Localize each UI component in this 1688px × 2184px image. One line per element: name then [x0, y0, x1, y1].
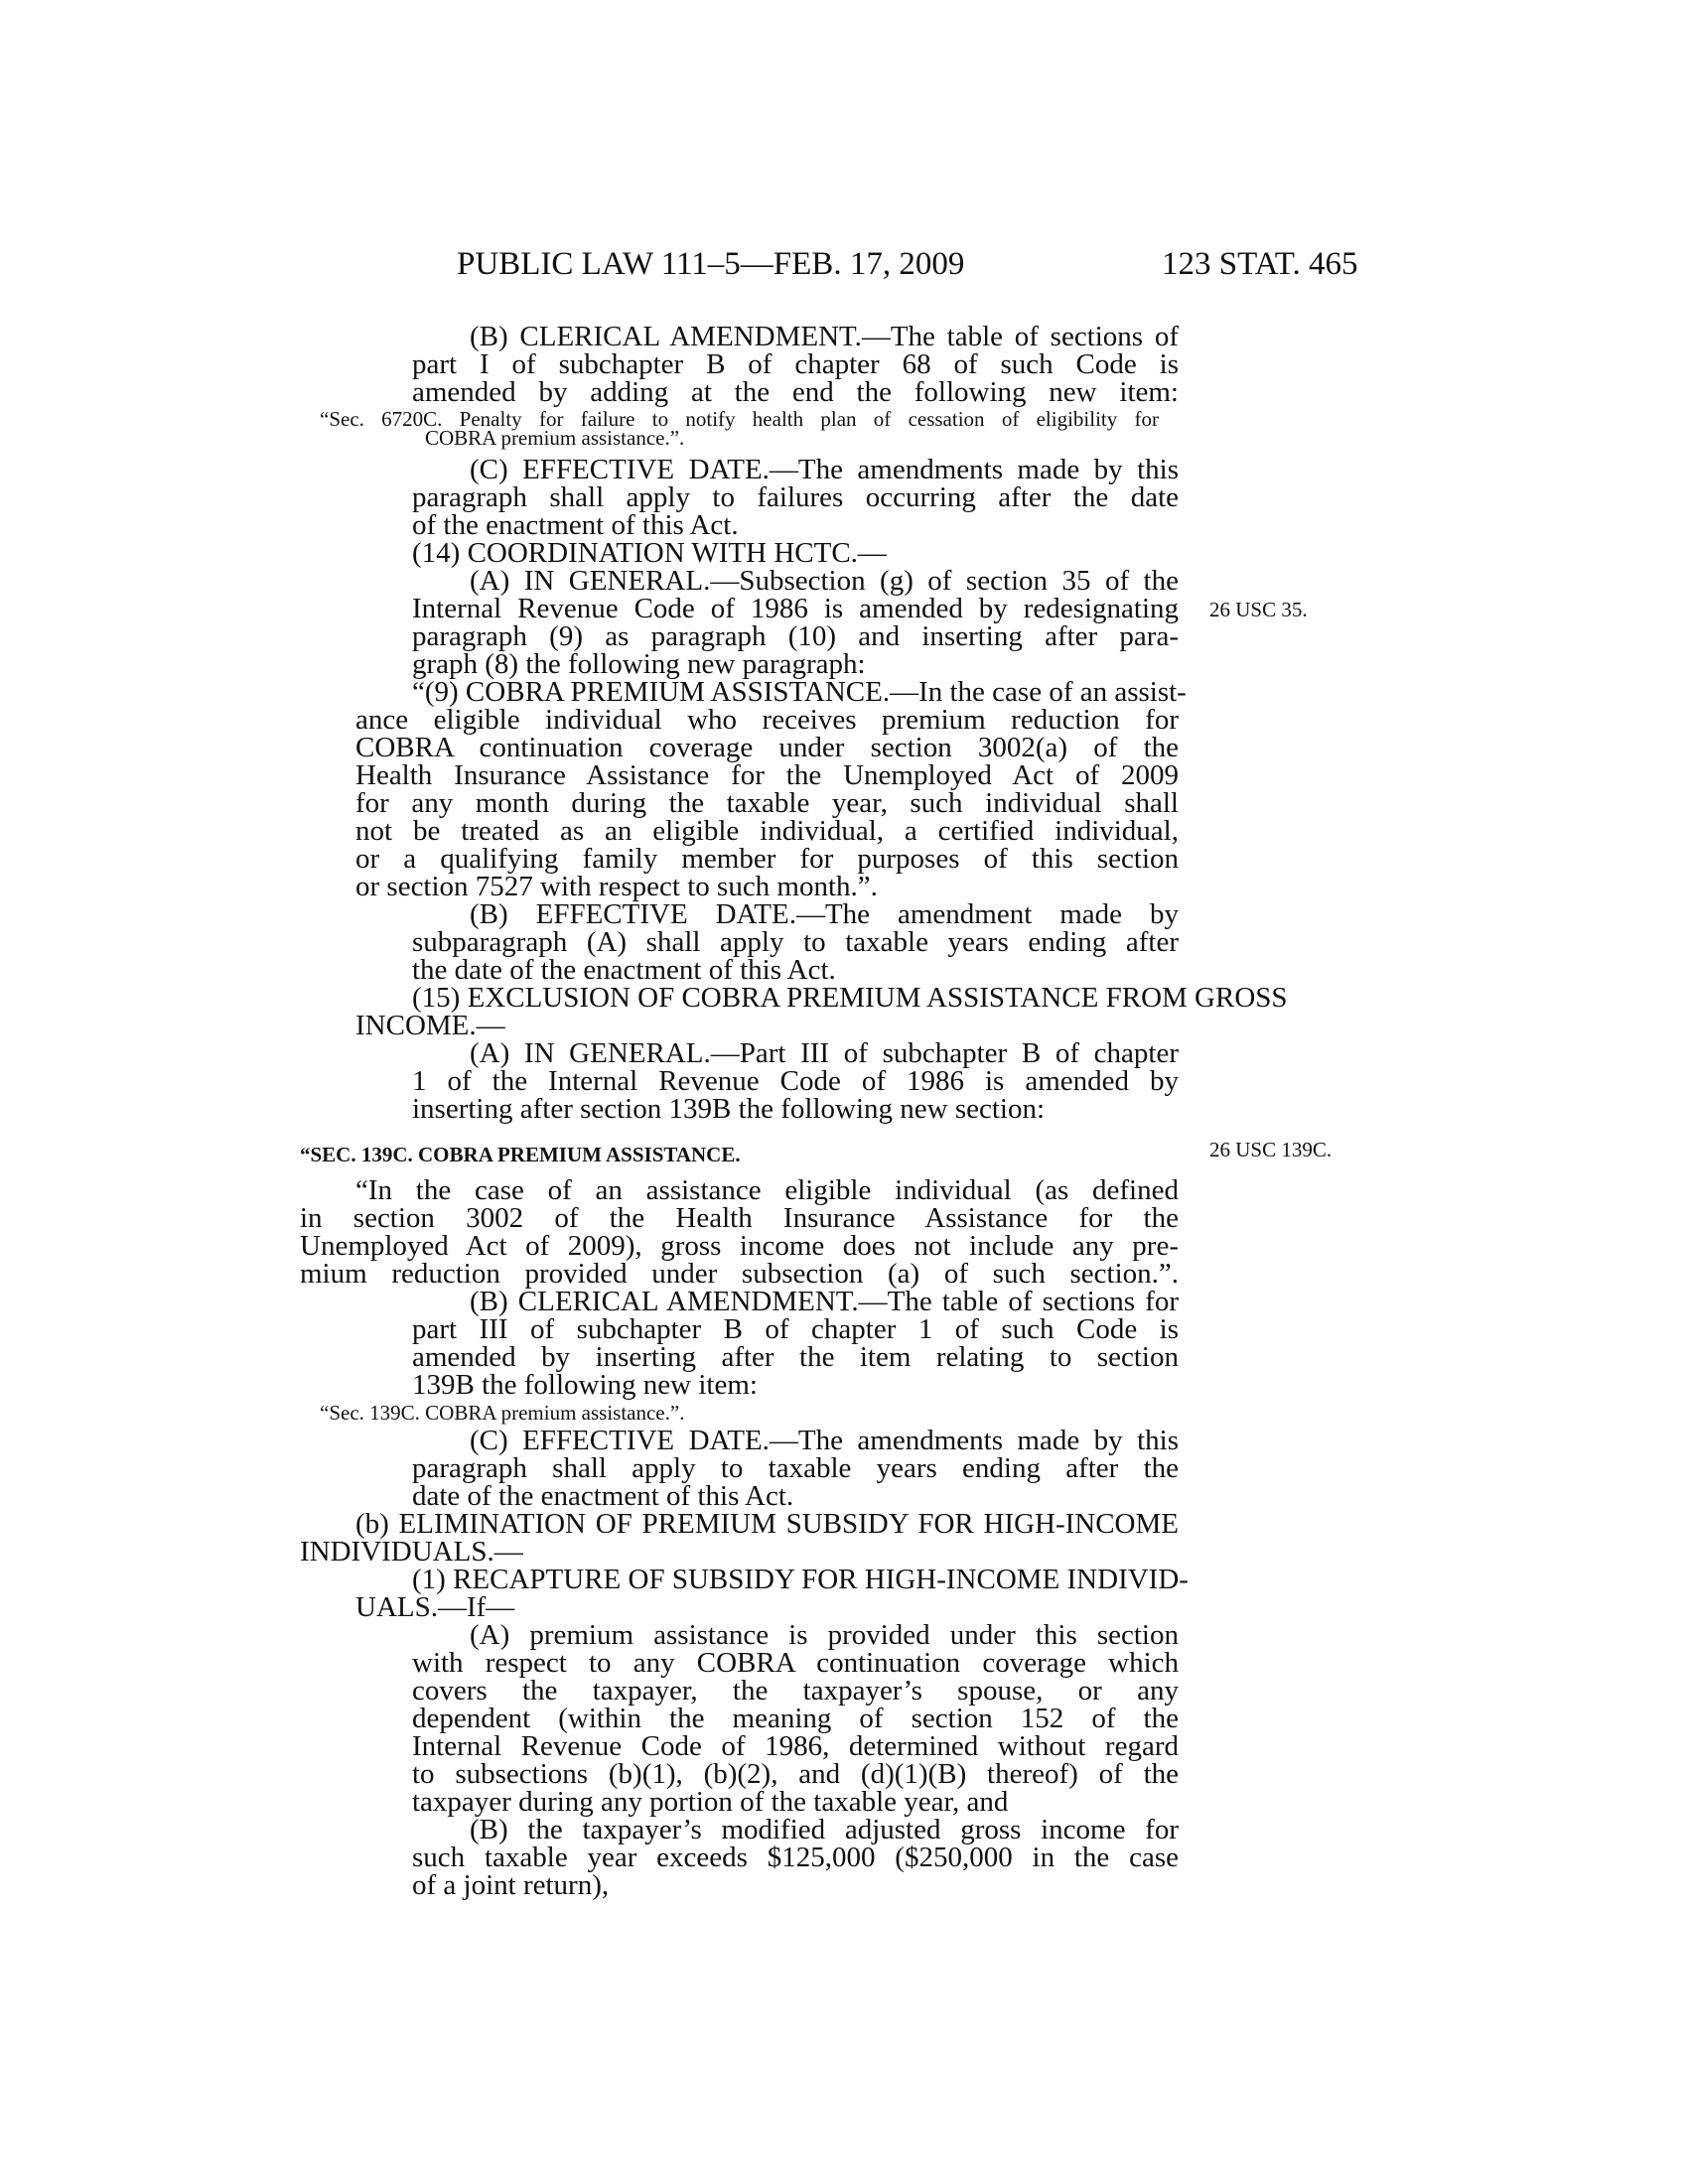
text-line: Unemployed Act of 2009), gross income does not include any pre- — [300, 1230, 1179, 1262]
text-line: graph (8) the following new paragraph: — [412, 648, 866, 680]
text-line: (A) premium assistance is provided under this section — [470, 1619, 1179, 1651]
text-line: INDIVIDUALS.— — [300, 1536, 523, 1568]
text-line: INCOME.— — [355, 1010, 505, 1041]
text-line: (B) EFFECTIVE DATE.—The amendment made by — [470, 898, 1179, 930]
text-line: part III of subchapter B of chapter 1 of such Code is — [412, 1313, 1179, 1345]
text-line: Health Insurance Assistance for the Unemployed Act of 2009 — [355, 759, 1179, 791]
page-stat-number: 123 STAT. 465 — [1162, 246, 1358, 282]
table-item-line: “Sec. 139C. COBRA premium assistance.”. — [320, 1401, 685, 1425]
text-line: (14) COORDINATION WITH HCTC.— — [412, 537, 887, 569]
text-line: covers the taxpayer, the taxpayer’s spouse, or any — [412, 1675, 1179, 1706]
text-line: (1) RECAPTURE OF SUBSIDY FOR HIGH-INCOME INDIVID- — [412, 1564, 1189, 1595]
text-line: Internal Revenue Code of 1986 is amended by redesignating — [412, 593, 1179, 624]
text-line: of a joint return), — [412, 1869, 610, 1901]
text-line: (C) EFFECTIVE DATE.—The amendments made by this — [470, 1425, 1179, 1456]
text-line: (A) IN GENERAL.—Part III of subchapter B of chapter — [470, 1037, 1179, 1069]
text-line: 1 of the Internal Revenue Code of 1986 is amended by — [412, 1065, 1179, 1097]
text-line: part I of subchapter B of chapter 68 of such Code is — [412, 348, 1179, 380]
text-line: date of the enactment of this Act. — [412, 1480, 794, 1512]
text-line: “In the case of an assistance eligible individual (as defined — [355, 1174, 1179, 1206]
text-line: amended by inserting after the item relating to section — [412, 1341, 1179, 1373]
text-line: COBRA continuation coverage under section 3002(a) of the — [355, 732, 1179, 763]
text-line: 139B the following new item: — [412, 1369, 758, 1401]
text-line: in section 3002 of the Health Insurance Assistance for the — [300, 1202, 1179, 1234]
text-line: such taxable year exceeds $125,000 ($250,000 in the case — [412, 1842, 1179, 1873]
text-line: UALS.—If— — [355, 1591, 515, 1623]
text-line: mium reduction provided under subsection (a) of such section.”. — [300, 1258, 1179, 1290]
text-line: inserting after section 139B the following new section: — [412, 1093, 1046, 1125]
section-heading: “SEC. 139C. COBRA PREMIUM ASSISTANCE. — [300, 1143, 741, 1166]
text-line: ance eligible individual who receives premium reduction for — [355, 704, 1179, 736]
text-line: not be treated as an eligible individual, a certified individual, — [355, 815, 1179, 847]
table-item-line: “Sec. 6720C. Penalty for failure to notify health plan of cessation of eligibility for — [320, 407, 1159, 431]
text-line: taxpayer during any portion of the taxable year, and — [412, 1786, 1009, 1818]
text-line: (B) CLERICAL AMENDMENT.—The table of sections for — [470, 1286, 1179, 1317]
text-line: (15) EXCLUSION OF COBRA PREMIUM ASSISTANCE FROM GROSS — [412, 982, 1288, 1014]
text-line: with respect to any COBRA continuation coverage which — [412, 1647, 1179, 1679]
text-line: “(9) COBRA PREMIUM ASSISTANCE.—In the case of an assist- — [412, 676, 1187, 708]
text-line: or section 7527 with respect to such month.”. — [355, 871, 878, 902]
text-line: or a qualifying family member for purposes of this section — [355, 843, 1179, 875]
text-line: Internal Revenue Code of 1986, determined without regard — [412, 1730, 1179, 1762]
text-line: (C) EFFECTIVE DATE.—The amendments made by this — [470, 454, 1179, 485]
text-line: (A) IN GENERAL.—Subsection (g) of section 35 of the — [470, 565, 1179, 597]
text-line: paragraph shall apply to taxable years ending after the — [412, 1452, 1179, 1484]
text-line: (B) the taxpayer’s modified adjusted gross income for — [470, 1814, 1179, 1845]
table-item-line: COBRA premium assistance.”. — [425, 426, 685, 450]
text-line: to subsections (b)(1), (b)(2), and (d)(1)(B) thereof) of the — [412, 1758, 1179, 1790]
text-line: paragraph (9) as paragraph (10) and inserting after para- — [412, 620, 1179, 652]
running-header-title: PUBLIC LAW 111–5—FEB. 17, 2009 — [457, 246, 965, 282]
text-line: for any month during the taxable year, such individual shall — [355, 787, 1179, 819]
text-line: paragraph shall apply to failures occurring after the date — [412, 481, 1179, 513]
text-line: amended by adding at the end the following new item: — [412, 376, 1179, 408]
text-line: of the enactment of this Act. — [412, 509, 739, 541]
text-line: subparagraph (A) shall apply to taxable years ending after — [412, 926, 1179, 958]
text-line: (b) ELIMINATION OF PREMIUM SUBSIDY FOR HIGH-INCOME — [355, 1508, 1179, 1540]
margin-citation: 26 USC 35. — [1209, 598, 1308, 621]
text-line: dependent (within the meaning of section 152 of the — [412, 1703, 1179, 1734]
margin-citation: 26 USC 139C. — [1209, 1138, 1333, 1161]
text-line: the date of the enactment of this Act. — [412, 954, 836, 986]
text-line: (B) CLERICAL AMENDMENT.—The table of sections of — [470, 321, 1179, 352]
